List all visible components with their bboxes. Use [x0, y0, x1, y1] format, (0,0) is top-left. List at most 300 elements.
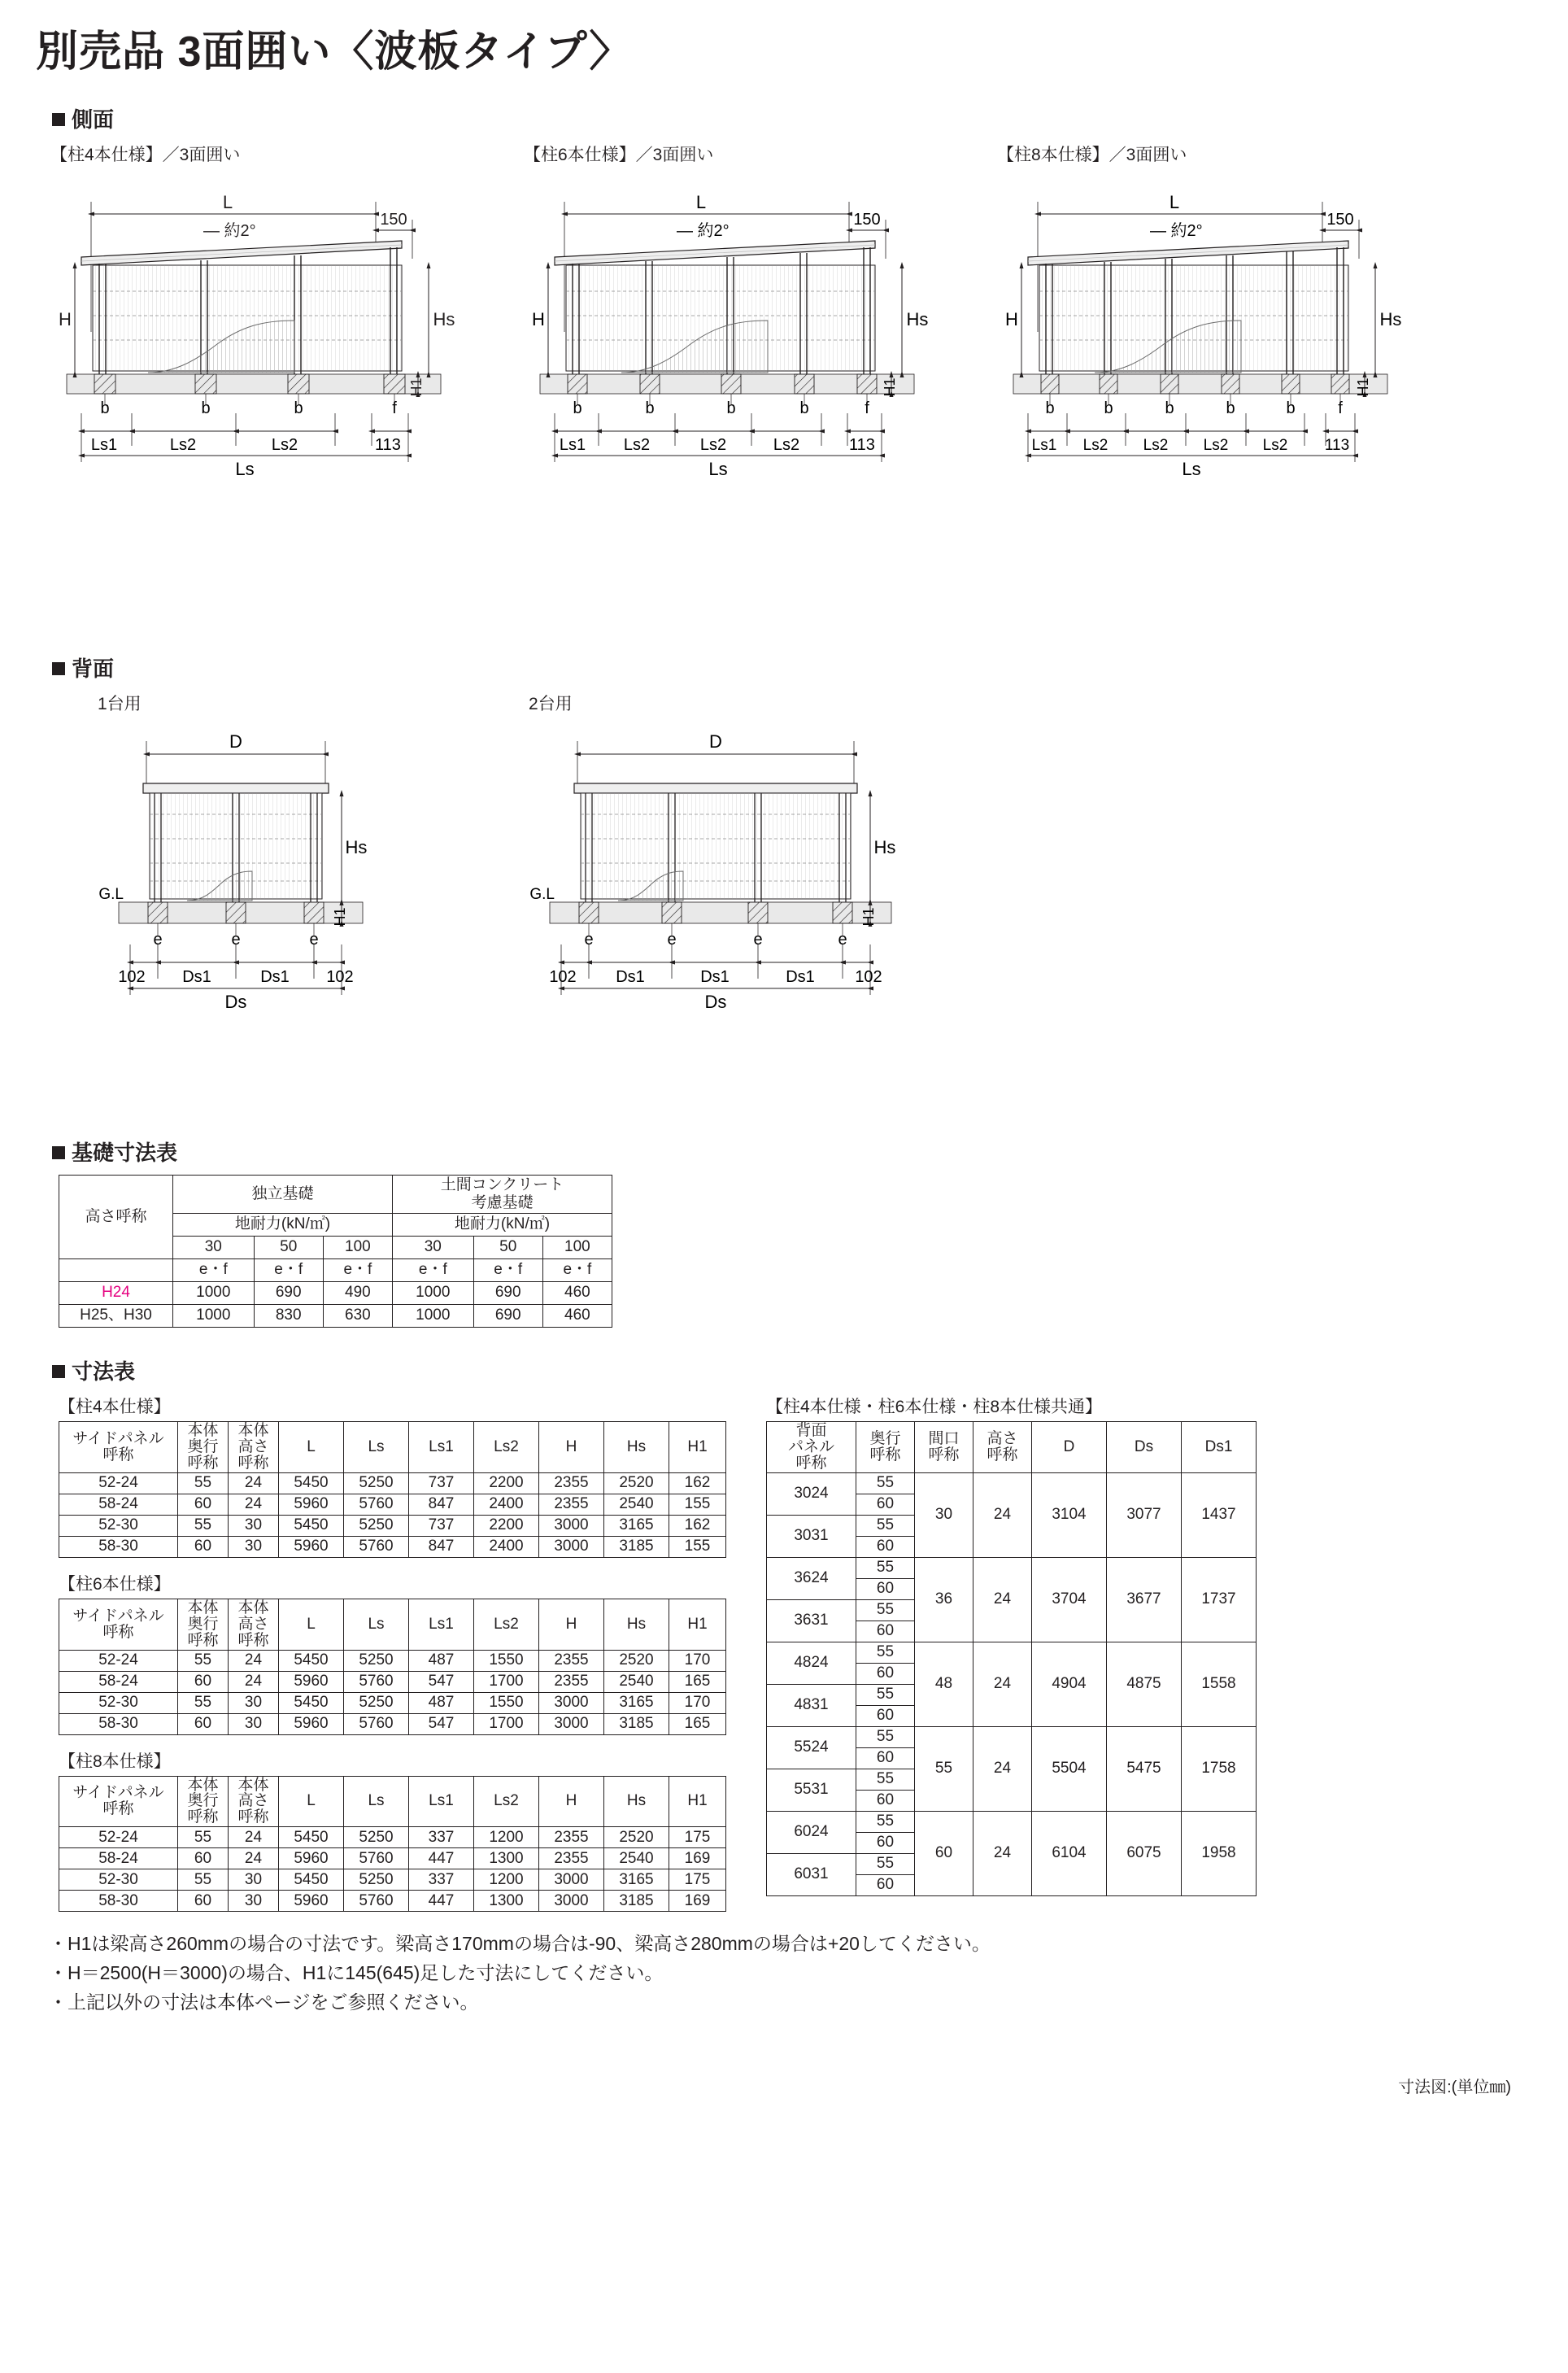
common-cell-depth: 60	[856, 1790, 915, 1811]
rear-views-row	[98, 691, 1568, 1109]
dim-header-H1: H1	[669, 1776, 726, 1827]
svg-text:Ds1: Ds1	[616, 968, 645, 987]
svg-text:b: b	[799, 399, 809, 418]
dim-cell: 55	[178, 1650, 229, 1671]
svg-text:150: 150	[1326, 211, 1354, 229]
svg-text:150: 150	[853, 211, 881, 229]
notes-block	[49, 1930, 1568, 2017]
svg-text:f: f	[1338, 399, 1343, 418]
hdr-line: 呼称	[187, 1631, 219, 1649]
dim-cell: 2355	[539, 1472, 604, 1494]
rear-view-2car-caption: 2台用	[529, 695, 573, 714]
dim-cell: 3000	[539, 1869, 604, 1891]
svg-text:Ds1: Ds1	[182, 968, 211, 987]
hdr-line: サイドパネル	[72, 1607, 164, 1625]
dim-cell: 165	[669, 1713, 726, 1734]
common-cell-height: 24	[973, 1726, 1032, 1811]
svg-text:e: e	[309, 931, 319, 949]
svg-text:Hs: Hs	[433, 309, 455, 330]
common-cell-name: 3031	[767, 1515, 856, 1557]
common-cell-name: 5531	[767, 1769, 856, 1811]
hdr-line: 本体	[187, 1421, 219, 1439]
side-view-4post-caption: 【柱4本仕様】／3面囲い	[50, 146, 241, 165]
svg-text:H1: H1	[332, 907, 348, 927]
dim-cell: 24	[229, 1848, 279, 1869]
table-row	[59, 1671, 726, 1692]
dim-cell: 5450	[279, 1692, 344, 1713]
svg-text:Ls2: Ls2	[1203, 437, 1229, 455]
dim-cell: 2520	[604, 1472, 669, 1494]
svg-text:Ds1: Ds1	[260, 968, 290, 987]
dim-cell: 5250	[344, 1515, 409, 1536]
dim-cell: 24	[229, 1671, 279, 1692]
foundation-cell: 1000	[393, 1304, 474, 1327]
dim-cell: 2540	[604, 1848, 669, 1869]
foundation-cell: 690	[473, 1281, 542, 1304]
dim-header-Hs: Hs	[604, 1599, 669, 1650]
note-line: ・上記以外の寸法は本体ページをご参照ください。	[49, 1991, 479, 2013]
svg-text:102: 102	[326, 968, 354, 987]
dim-cell: 2355	[539, 1671, 604, 1692]
foundation-bearing-1: 地耐力(kN/㎡)	[173, 1213, 393, 1236]
dim-cell: 155	[669, 1536, 726, 1557]
table-row	[59, 1281, 612, 1304]
common-cell-D: 5504	[1032, 1726, 1107, 1811]
dim-cell: 3000	[539, 1891, 604, 1912]
table-row	[59, 1536, 726, 1557]
svg-text:Ls2: Ls2	[169, 436, 197, 455]
dim-cell: 547	[409, 1713, 474, 1734]
foundation-bearing-col: 30	[393, 1236, 474, 1258]
dim-cell: 5760	[344, 1713, 409, 1734]
common-cell-depth: 60	[856, 1663, 915, 1684]
section-side-label: 側面	[72, 107, 115, 133]
dim-cell: 55	[178, 1827, 229, 1848]
common-cell-width: 60	[915, 1811, 973, 1895]
svg-text:Ds1: Ds1	[786, 968, 815, 987]
dim-cell: 58-30	[59, 1713, 178, 1734]
svg-text:e: e	[584, 931, 594, 949]
side-views-row	[50, 142, 1568, 625]
common-header-Ds1: Ds1	[1182, 1421, 1257, 1472]
svg-text:e: e	[753, 931, 763, 949]
dim-cell: 2200	[474, 1515, 539, 1536]
dim-cell: 2400	[474, 1494, 539, 1515]
dim-header-Ls1: Ls1	[409, 1421, 474, 1472]
dim-cell: 3185	[604, 1536, 669, 1557]
dim-cell: 52-24	[59, 1650, 178, 1671]
foundation-cell: 690	[473, 1304, 542, 1327]
table-row	[767, 1726, 1257, 1747]
table-row	[767, 1472, 1257, 1494]
dim-header-L: L	[279, 1599, 344, 1650]
dim-header-Hs: Hs	[604, 1776, 669, 1827]
table-row	[59, 1869, 726, 1891]
common-cell-depth: 60	[856, 1621, 915, 1642]
svg-text:H1: H1	[408, 377, 425, 397]
dim-header-Ls: Ls	[344, 1421, 409, 1472]
section-foundation-heading	[52, 1136, 1568, 1167]
foundation-bearing-col: 50	[254, 1236, 323, 1258]
common-cell-Ds: 4875	[1107, 1642, 1182, 1726]
svg-text:H: H	[59, 309, 72, 330]
common-cell-D: 6104	[1032, 1811, 1107, 1895]
dim-cell: 175	[669, 1869, 726, 1891]
table-row	[767, 1811, 1257, 1832]
dim-cell: 2355	[539, 1650, 604, 1671]
svg-text:H1: H1	[1355, 377, 1371, 397]
hdr-line: 呼称	[187, 1454, 219, 1472]
table-row	[767, 1557, 1257, 1578]
svg-text:Hs: Hs	[873, 837, 896, 858]
dim-cell: 60	[178, 1713, 229, 1734]
dim-cell: 2540	[604, 1494, 669, 1515]
common-cell-depth: 60	[856, 1874, 915, 1895]
common-cell-name: 5524	[767, 1726, 856, 1769]
dim-cell: 447	[409, 1891, 474, 1912]
dim-header-Ls1: Ls1	[409, 1599, 474, 1650]
hdr-line: 高さ	[237, 1792, 269, 1810]
dim-cell: 1700	[474, 1713, 539, 1734]
svg-text:e: e	[231, 931, 241, 949]
common-cell-Ds: 6075	[1107, 1811, 1182, 1895]
hdr-line: 呼称	[928, 1446, 960, 1463]
dimension-tables-right	[766, 1394, 1257, 1912]
dim-cell: 52-30	[59, 1869, 178, 1891]
foundation-symbol: e・f	[542, 1258, 612, 1281]
section-foundation-label: 基礎寸法表	[72, 1141, 178, 1166]
section-dimension-heading	[52, 1355, 1568, 1385]
svg-text:b: b	[201, 399, 211, 418]
section-dimension-label: 寸法表	[72, 1359, 136, 1384]
dim-cell: 5250	[344, 1827, 409, 1848]
svg-text:Ls2: Ls2	[1262, 437, 1288, 455]
foundation-row-name: H25、H30	[59, 1304, 173, 1327]
dim-cell: 60	[178, 1536, 229, 1557]
common-cell-Ds1: 1958	[1182, 1811, 1257, 1895]
dim-cell: 5450	[279, 1515, 344, 1536]
hdr-line: サイドパネル	[72, 1784, 164, 1802]
svg-text:b: b	[1045, 399, 1055, 418]
hdr-line: サイドパネル	[72, 1429, 164, 1447]
common-cell-Ds1: 1437	[1182, 1472, 1257, 1557]
common-header-width	[915, 1421, 973, 1472]
dim-cell: 3185	[604, 1891, 669, 1912]
dim-cell: 30	[229, 1692, 279, 1713]
dimension-table-6post	[59, 1599, 726, 1735]
svg-text:b: b	[100, 399, 110, 418]
dim-cell: 2355	[539, 1848, 604, 1869]
common-cell-name: 3631	[767, 1599, 856, 1642]
dim-cell: 169	[669, 1848, 726, 1869]
svg-text:L: L	[695, 192, 707, 213]
dim-header-H1: H1	[669, 1421, 726, 1472]
rear-view-1car-caption: 1台用	[98, 695, 142, 714]
table-row	[59, 1692, 726, 1713]
common-cell-depth: 55	[856, 1557, 915, 1578]
common-header-depth	[856, 1421, 915, 1472]
foundation-group-independent: 独立基礎	[173, 1176, 393, 1214]
foundation-table	[59, 1175, 612, 1328]
common-header-Ds: Ds	[1107, 1421, 1182, 1472]
dim-cell: 3165	[604, 1869, 669, 1891]
rear-view-1car-canvas	[98, 718, 423, 1109]
common-cell-depth: 60	[856, 1494, 915, 1515]
svg-text:b: b	[645, 399, 655, 418]
dim-cell: 5250	[344, 1472, 409, 1494]
common-cell-name: 4831	[767, 1684, 856, 1726]
foundation-symbol: e・f	[473, 1258, 542, 1281]
foundation-cell: 1000	[173, 1281, 255, 1304]
svg-text:102: 102	[549, 968, 577, 987]
dim-cell: 847	[409, 1536, 474, 1557]
common-cell-height: 24	[973, 1557, 1032, 1642]
dim-cell: 30	[229, 1713, 279, 1734]
common-cell-depth: 60	[856, 1536, 915, 1557]
common-cell-depth: 55	[856, 1811, 915, 1832]
dim-cell: 5760	[344, 1494, 409, 1515]
dim-cell: 24	[229, 1472, 279, 1494]
table-row	[59, 1472, 726, 1494]
hdr-line: 呼称	[795, 1454, 827, 1472]
rear-view-2car	[529, 691, 935, 1109]
svg-text:113: 113	[375, 436, 401, 455]
dim-cell: 2355	[539, 1494, 604, 1515]
dim-header-depth	[178, 1776, 229, 1827]
common-cell-height: 24	[973, 1472, 1032, 1557]
svg-text:Ls2: Ls2	[1082, 437, 1108, 455]
common-cell-depth: 60	[856, 1705, 915, 1726]
foundation-cell: 490	[323, 1281, 392, 1304]
svg-text:b: b	[726, 399, 736, 418]
dim-cell: 1200	[474, 1827, 539, 1848]
foundation-group-concrete-line2: 考慮基礎	[471, 1194, 534, 1212]
dim-group-label-4post: 【柱4本仕様】	[59, 1397, 171, 1416]
foundation-symbol: e・f	[254, 1258, 323, 1281]
svg-text:e: e	[153, 931, 163, 949]
hdr-line: 奥行	[187, 1437, 219, 1455]
dim-header-Ls: Ls	[344, 1776, 409, 1827]
section-side-heading	[52, 103, 1568, 133]
common-cell-name: 6024	[767, 1811, 856, 1853]
hdr-line: 高さ	[987, 1429, 1018, 1447]
hdr-line: 高さ	[237, 1615, 269, 1633]
common-cell-depth: 55	[856, 1515, 915, 1536]
svg-text:Ls1: Ls1	[559, 436, 586, 455]
section-rear-heading	[52, 652, 1568, 683]
dim-cell: 5960	[279, 1713, 344, 1734]
hdr-line: 背面	[795, 1421, 827, 1439]
dim-cell: 3000	[539, 1515, 604, 1536]
side-view-4post	[50, 142, 506, 625]
svg-text:Hs: Hs	[345, 837, 368, 858]
dim-cell: 58-24	[59, 1494, 178, 1515]
dim-cell: 52-24	[59, 1472, 178, 1494]
common-header-height	[973, 1421, 1032, 1472]
foundation-symbol: e・f	[323, 1258, 392, 1281]
foundation-group-concrete-line1: 土間コンクリート	[440, 1176, 564, 1194]
common-table-label: 【柱4本仕様・柱6本仕様・柱8本仕様共通】	[766, 1397, 1103, 1416]
svg-text:b: b	[1286, 399, 1296, 418]
dim-cell: 55	[178, 1472, 229, 1494]
dim-cell: 30	[229, 1515, 279, 1536]
svg-text:L: L	[222, 192, 233, 213]
common-cell-Ds1: 1558	[1182, 1642, 1257, 1726]
svg-text:Ds1: Ds1	[700, 968, 730, 987]
dim-cell: 60	[178, 1494, 229, 1515]
common-header-D: D	[1032, 1421, 1107, 1472]
hdr-line: 本体	[187, 1776, 219, 1794]
foundation-bearing-col: 100	[323, 1236, 392, 1258]
dim-cell: 30	[229, 1536, 279, 1557]
dim-cell: 737	[409, 1472, 474, 1494]
common-cell-depth: 55	[856, 1853, 915, 1874]
dim-cell: 847	[409, 1494, 474, 1515]
hdr-line: 呼称	[102, 1800, 134, 1818]
hdr-line: 高さ	[237, 1437, 269, 1455]
dim-header-sidepanel	[59, 1599, 178, 1650]
dim-header-H: H	[539, 1421, 604, 1472]
common-cell-depth: 55	[856, 1472, 915, 1494]
hdr-line: 呼称	[187, 1808, 219, 1826]
common-cell-Ds1: 1737	[1182, 1557, 1257, 1642]
dim-cell: 5960	[279, 1494, 344, 1515]
dim-cell: 1200	[474, 1869, 539, 1891]
common-cell-depth: 60	[856, 1747, 915, 1769]
common-cell-D: 3104	[1032, 1472, 1107, 1557]
common-cell-depth: 55	[856, 1684, 915, 1705]
dim-cell: 1300	[474, 1891, 539, 1912]
dim-header-height	[229, 1599, 279, 1650]
dim-header-Ls2: Ls2	[474, 1776, 539, 1827]
dim-cell: 5960	[279, 1891, 344, 1912]
hdr-line: 奥行	[187, 1792, 219, 1810]
hdr-line: 呼称	[237, 1808, 269, 1826]
table-row	[767, 1642, 1257, 1663]
common-cell-Ds: 3077	[1107, 1472, 1182, 1557]
common-cell-width: 30	[915, 1472, 973, 1557]
dim-cell: 1550	[474, 1650, 539, 1671]
dim-header-H1: H1	[669, 1599, 726, 1650]
dim-cell: 170	[669, 1692, 726, 1713]
dim-header-Ls2: Ls2	[474, 1599, 539, 1650]
common-cell-width: 48	[915, 1642, 973, 1726]
foundation-bearing-2: 地耐力(kN/㎡)	[393, 1213, 612, 1236]
svg-text:Ds: Ds	[224, 992, 247, 1013]
dim-header-H: H	[539, 1776, 604, 1827]
dim-cell: 162	[669, 1515, 726, 1536]
dim-cell: 169	[669, 1891, 726, 1912]
dim-cell: 5250	[344, 1869, 409, 1891]
dim-cell: 58-24	[59, 1671, 178, 1692]
dim-cell: 2200	[474, 1472, 539, 1494]
foundation-cell: 690	[254, 1281, 323, 1304]
svg-text:113: 113	[1324, 437, 1350, 455]
svg-text:Ls2: Ls2	[1143, 437, 1169, 455]
svg-text:D: D	[709, 731, 722, 752]
foundation-cell: 1000	[173, 1304, 255, 1327]
dim-header-depth	[178, 1421, 229, 1472]
svg-text:H1: H1	[882, 377, 898, 397]
dim-cell: 3000	[539, 1536, 604, 1557]
hdr-line: 奥行	[869, 1429, 901, 1447]
dim-header-Ls: Ls	[344, 1599, 409, 1650]
dim-header-Hs: Hs	[604, 1421, 669, 1472]
section-rear-label: 背面	[72, 657, 115, 682]
dim-cell: 5760	[344, 1848, 409, 1869]
svg-text:― 約2°: ― 約2°	[203, 222, 256, 241]
dim-header-H: H	[539, 1599, 604, 1650]
hdr-line: 本体	[237, 1599, 269, 1616]
dim-cell: 2520	[604, 1650, 669, 1671]
dim-cell: 58-24	[59, 1848, 178, 1869]
svg-text:f: f	[392, 399, 397, 418]
svg-text:Ls1: Ls1	[90, 436, 118, 455]
dim-cell: 60	[178, 1671, 229, 1692]
side-view-6post-caption: 【柱6本仕様】／3面囲い	[524, 146, 714, 165]
foundation-bearing-col: 30	[173, 1236, 255, 1258]
svg-text:Ls: Ls	[1182, 459, 1201, 480]
rear-view-1car	[98, 691, 423, 1109]
dim-cell: 487	[409, 1650, 474, 1671]
svg-text:e: e	[667, 931, 677, 949]
dim-cell: 2400	[474, 1536, 539, 1557]
foundation-symbol: e・f	[173, 1258, 255, 1281]
dim-cell: 55	[178, 1869, 229, 1891]
dim-header-height	[229, 1421, 279, 1472]
dim-cell: 52-30	[59, 1515, 178, 1536]
svg-text:G.L: G.L	[529, 886, 555, 904]
foundation-cell: 460	[542, 1304, 612, 1327]
common-cell-Ds1: 1758	[1182, 1726, 1257, 1811]
dim-cell: 547	[409, 1671, 474, 1692]
dim-cell: 5450	[279, 1650, 344, 1671]
svg-text:L: L	[1169, 192, 1180, 213]
dim-cell: 447	[409, 1848, 474, 1869]
dim-cell: 3165	[604, 1515, 669, 1536]
hdr-line: 本体	[237, 1421, 269, 1439]
dim-cell: 2355	[539, 1827, 604, 1848]
common-cell-depth: 60	[856, 1832, 915, 1853]
foundation-row-name: H24	[59, 1281, 173, 1304]
svg-text:113: 113	[849, 436, 875, 455]
svg-text:150: 150	[380, 211, 407, 229]
dim-header-sidepanel	[59, 1776, 178, 1827]
dim-cell: 5760	[344, 1671, 409, 1692]
dim-cell: 30	[229, 1891, 279, 1912]
hdr-line: パネル	[787, 1437, 834, 1455]
svg-text:b: b	[1165, 399, 1174, 418]
dim-cell: 1550	[474, 1692, 539, 1713]
dim-cell: 55	[178, 1692, 229, 1713]
side-view-8post-canvas	[997, 169, 1453, 625]
dim-cell: 58-30	[59, 1536, 178, 1557]
svg-text:Hs: Hs	[1379, 309, 1402, 330]
svg-text:Ls2: Ls2	[271, 436, 298, 455]
common-cell-width: 55	[915, 1726, 973, 1811]
dim-cell: 5960	[279, 1848, 344, 1869]
dim-header-sidepanel	[59, 1421, 178, 1472]
dim-cell: 3000	[539, 1713, 604, 1734]
svg-text:102: 102	[855, 968, 882, 987]
svg-text:Hs: Hs	[906, 309, 929, 330]
dimension-tables-left	[59, 1394, 734, 1912]
dim-cell: 487	[409, 1692, 474, 1713]
foundation-cell: 830	[254, 1304, 323, 1327]
hdr-line: 本体	[187, 1599, 219, 1616]
common-cell-name: 4824	[767, 1642, 856, 1684]
dim-cell: 2540	[604, 1671, 669, 1692]
